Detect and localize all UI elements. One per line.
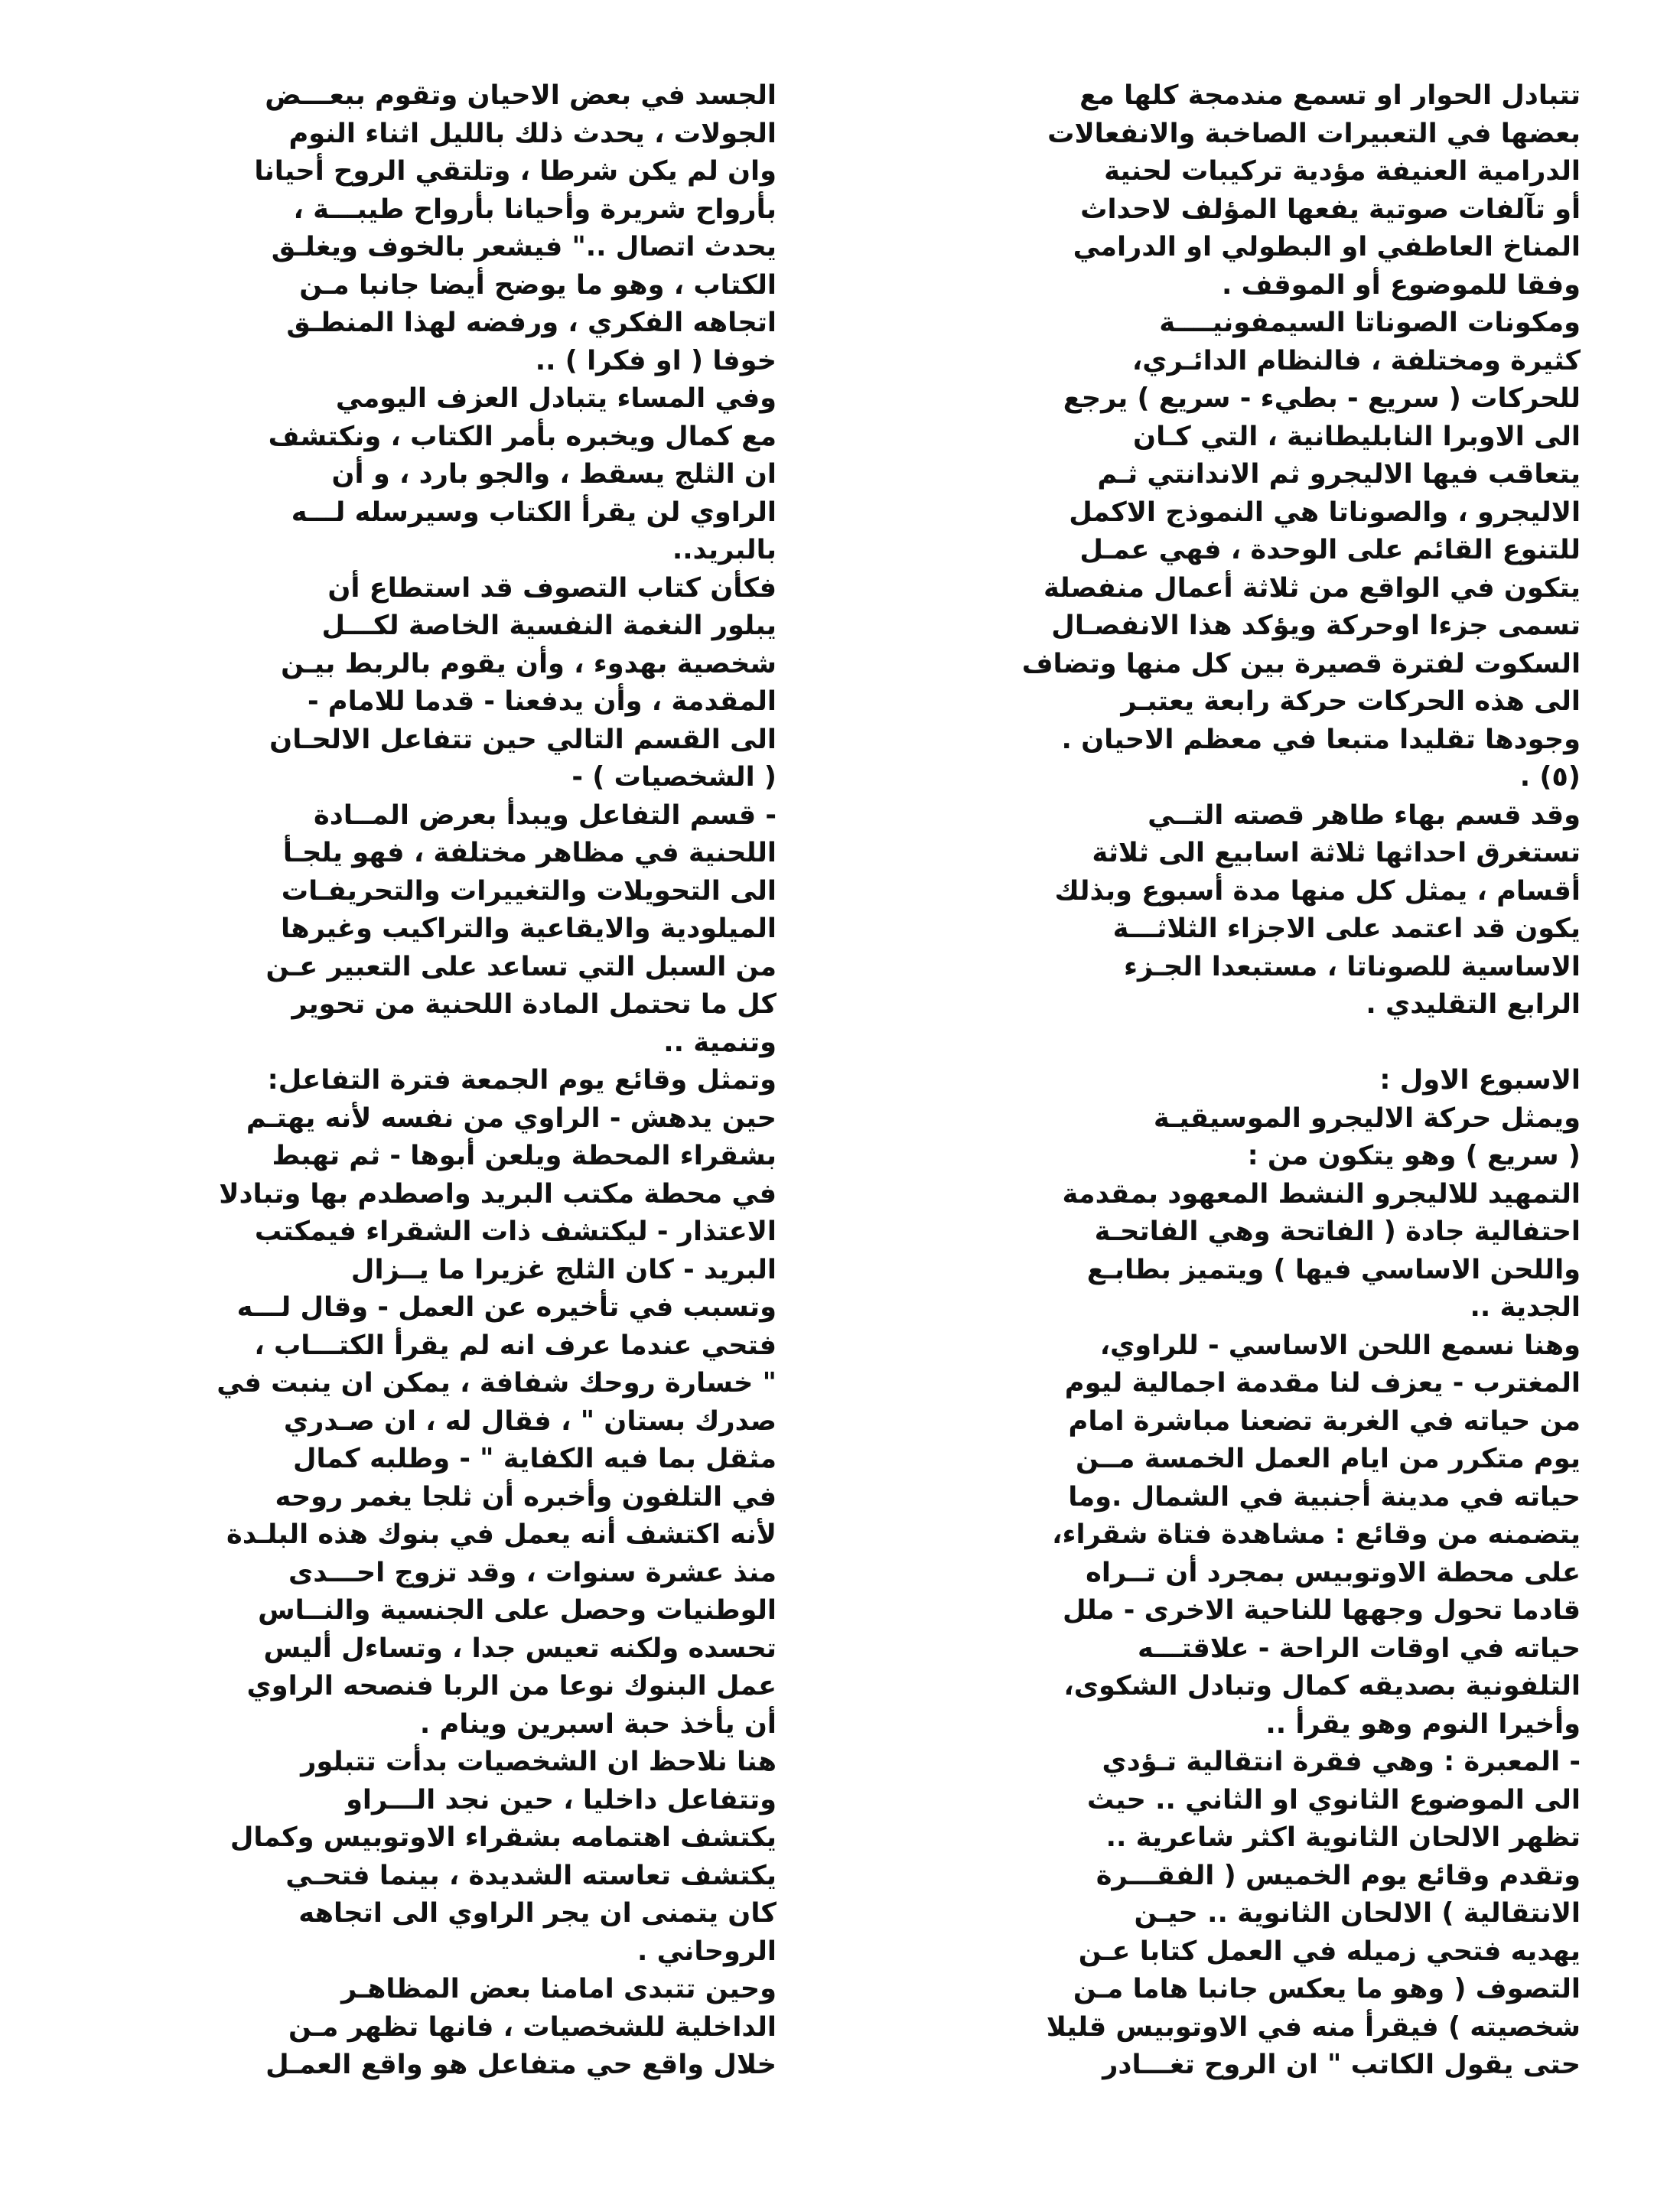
text-line: على محطة الاوتوبيس بمجرد أن تــراه [1086, 1556, 1581, 1588]
text-line: كثيرة ومختلفة ، فالنظام الدائـري، [1131, 344, 1581, 376]
text-line: تسمى جزءا اوحركة ويؤكد هذا الانفصـال [1051, 610, 1581, 641]
text-line: هنا نلاحظ ان الشخصيات بدأت تتبلور [301, 1746, 777, 1777]
text-line: يحدث اتصال .." فيشعر بالخوف ويغلـق [271, 231, 777, 262]
text-line: تحسده ولكنه تعيس جدا ، وتساءل أليس [263, 1632, 777, 1664]
text-line: المناخ العاطفي او البطولي او الدرامي [1073, 231, 1581, 262]
text-line: الميلودية والايقاعية والتراكيب وغيرها [281, 913, 777, 944]
text-line: ويمثل حركة الاليجرو الموسيقيـة [1153, 1102, 1581, 1134]
text-line: وتمثل وقائع يوم الجمعة فترة التفاعل: [267, 1064, 777, 1096]
text-line: واللحن الاساسي فيها ) ويتميز بطابـع [1086, 1253, 1581, 1285]
text-line: وتقدم وقائع يوم الخميس ( الفقـــرة [1096, 1859, 1581, 1891]
text-line: الجولات ، يحدث ذلك بالليل اثناء النوم [288, 117, 777, 149]
text-line: يتضمنه من وقائع : مشاهدة فتاة شقراء، [1052, 1519, 1581, 1550]
text-line: اللحنية في مظاهر مختلفة ، فهو يلجـأ [282, 837, 777, 868]
text-line: حين يدهش - الراوي من نفسه لأنه يهتـم [246, 1102, 777, 1134]
text-line: ( سريع ) وهو يتكون من : [1247, 1140, 1581, 1171]
text-line: الوطنيات وحصل على الجنسية والنــاس [258, 1594, 777, 1626]
text-line: شخصيته ) فيقرأ منه في الاوتوبيس قليلا [1046, 2011, 1581, 2043]
text-line: تستغرق احداثها ثلاثة اسابيع الى ثلاثة [1092, 837, 1581, 868]
text-line: أن يأخذ حبة اسبرين وينام . [419, 1708, 777, 1740]
text-line: كل ما تحتمل المادة اللحنية من تحوير [291, 988, 777, 1020]
text-line: ( الشخصيات ) - [571, 761, 777, 793]
text-line: تتبادل الحوار او تسمع مندمجة كلها مع [1079, 80, 1581, 111]
text-line: الجدية .. [1470, 1291, 1581, 1323]
text-line: أقسام ، يمثل كل منها مدة أسبوع وبذلك [1054, 874, 1581, 907]
text-line: تظهر الالحان الثانوية اكثر شاعرية .. [1105, 1822, 1581, 1853]
text-line: يوم متكرر من ايام العمل الخمسة مــن [1075, 1443, 1581, 1474]
text-line: حتى يقول الكاتب " ان الروح تغـــادر [1102, 2049, 1581, 2080]
text-column-left [86, 77, 777, 2084]
text-line: الى الاوبرا النابليطانية ، التي كـان [1133, 420, 1581, 452]
text-line: وتسبب في تأخيره عن العمل - وقال لـــه [236, 1291, 777, 1323]
text-line: وحين تتبدى امامنا بعض المظاهـر [341, 1973, 777, 2004]
text-line: الى التحويلات والتغييرات والتحريفـات [281, 874, 777, 907]
text-line: الانتقالية ) الالحان الثانوية .. حيـن [1134, 1897, 1581, 1929]
text-line: بشقراء المحطة ويلعن أبوها - ثم تهبط [272, 1140, 777, 1171]
text-line: يتكون في الواقع من ثلاثة أعمال منفصلة [1043, 571, 1581, 604]
text-line: الداخلية للشخصيات ، فانها تظهر مـن [288, 2011, 777, 2043]
text-line: الاليجرو ، والصوناتا هي النموذج الاكمل [1069, 496, 1581, 528]
text-line: الكتاب ، وهو ما يوضح أيضا جانبا مـن [299, 269, 777, 301]
text-line: يكتشف اهتمامه بشقراء الاوتوبيس وكمال [230, 1822, 777, 1853]
text-column-right [878, 77, 1581, 2084]
text-line: - المعبرة : وهي فقرة انتقالية تـؤدي [1102, 1746, 1581, 1777]
text-line: التصوف ( وهو ما يعكس جانبا هاما مـن [1073, 1973, 1581, 2004]
text-line: الى القسم التالي حين تتفاعل الالحـان [269, 723, 777, 755]
text-line: الاساسية للصوناتا ، مستبعدا الجـزء [1123, 950, 1581, 982]
text-line: بعضها في التعبيرات الصاخبة والانفعالات [1047, 117, 1581, 149]
text-line: فتحي عندما عرف انه لم يقرأ الكتـــاب ، [254, 1329, 777, 1361]
text-line: بأرواح شريرة وأحيانا بأرواح طيبـــة ، [293, 193, 777, 225]
text-line: الى الموضوع الثانوي او الثاني .. حيث [1086, 1783, 1581, 1815]
text-line: المقدمة ، وأن يدفعنا - قدما للامام - [307, 685, 777, 717]
text-line: لأنه اكتشف أنه يعمل في بنوك هذه البلـدة [226, 1519, 777, 1550]
section-heading-first-week: الاسبوع الاول : [1379, 1064, 1581, 1096]
text-line: في محطة مكتب البريد واصطدم بها وتبادلا [219, 1177, 777, 1210]
text-line: فكأن كتاب التصوف قد استطاع أن [327, 571, 777, 604]
text-line: ومكونات الصوناتا السيمفونيــــة [1159, 307, 1581, 338]
text-line: يكتشف تعاسته الشديدة ، بينما فتحـي [285, 1859, 777, 1891]
text-line: " خسارة روحك شفافة ، يمكن ان ينبت في [217, 1367, 777, 1399]
text-line: وتتفاعل داخليا ، حين نجد الـــراو [346, 1783, 777, 1815]
text-line: أو تآلفات صوتية يفعها المؤلف لاحداث [1080, 193, 1581, 225]
text-line: حياته في اوقات الراحة - علاقتـــه [1137, 1632, 1581, 1664]
text-line: احتفالية جادة ( الفاتحة وهي الفاتحـة [1094, 1216, 1581, 1247]
text-line: كان يتمنى ان يجر الراوي الى اتجاهه [298, 1897, 777, 1929]
text-line: اتجاهه الفكري ، ورفضه لهذا المنطـق [286, 307, 777, 338]
text-line: وقد قسم بهاء طاهر قصته التــي [1148, 799, 1581, 831]
text-line: عمل البنوك نوعا من الربا فنصحه الراوي [246, 1670, 777, 1701]
paragraph-first-week [878, 1099, 1581, 2084]
text-line: للحركات ( سريع - بطيء - سريع ) يرجع [1063, 383, 1581, 414]
text-line: قادما تحول وجهها للناحية الاخرى - ملل [1062, 1594, 1581, 1626]
text-line: حياته في مدينة أجنبية في الشمال .وما [1068, 1480, 1581, 1513]
text-line: ان الثلج يسقط ، والجو بارد ، و أن [331, 458, 777, 490]
text-line: وهنا نسمع اللحن الاساسي - للراوي، [1099, 1329, 1581, 1361]
text-line: الى هذه الحركات حركة رابعة يعتبـر [1121, 685, 1581, 717]
text-line: التلفونية بصديقه كمال وتبادل الشكوى، [1063, 1670, 1581, 1701]
text-line: الدرامية العنيفة مؤدية تركيبات لحنية [1104, 155, 1581, 187]
text-line: البريد - كان الثلج غزيرا ما يــزال [350, 1253, 777, 1285]
text-line: منذ عشرة سنوات ، وقد تزوج احـــدى [288, 1556, 777, 1588]
text-line: من السبل التي تساعد على التعبير عـن [265, 950, 777, 982]
text-line: الرابع التقليدي . [1366, 988, 1581, 1020]
paragraph-intro [878, 77, 1581, 304]
text-line: (٥) . [1519, 761, 1581, 793]
paragraph-gap [878, 1024, 1581, 1062]
text-line: مع كمال ويخبره بأمر الكتاب ، ونكتشف [268, 420, 777, 452]
text-line: يبلور النغمة النفسية الخاصة لكـــل [321, 610, 777, 641]
text-line: وجودها تقليدا متبعا في معظم الاحيان . [1061, 723, 1581, 755]
text-line: الاعتذار - ليكتشف ذات الشقراء فيمكتب [254, 1216, 777, 1247]
text-line: في التلفون وأخبره أن ثلجا يغمر روحه [275, 1480, 777, 1513]
text-line: وفقا للموضوع أو الموقف . [1222, 269, 1581, 301]
paragraph-continuation [86, 77, 777, 2084]
text-line: شخصية بهدوء ، وأن يقوم بالربط بيـن [281, 647, 777, 679]
text-line: مثقل بما فيه الكفاية " - وطلبه كمال [292, 1443, 777, 1474]
paragraph-sonata-components [878, 304, 1581, 796]
text-line: صدرك بستان " ، فقال له ، ان صـدري [283, 1405, 777, 1437]
text-line: خوفا ( او فكرا ) .. [535, 344, 777, 376]
text-line: المغترب - يعزف لنا مقدمة اجمالية ليوم [1064, 1367, 1581, 1399]
text-line: الراوي لن يقرأ الكتاب وسيرسله لـــه [291, 496, 777, 528]
text-line: من حياته في الغربة تضعنا مباشرة امام [1068, 1405, 1581, 1437]
text-line: خلال واقع حي متفاعل هو واقع العمـل [265, 2049, 777, 2080]
text-line: السكوت لفترة قصيرة بين كل منها وتضاف [1021, 647, 1581, 679]
text-line: وان لم يكن شرطا ، وتلتقي الروح أحيانا [254, 155, 777, 187]
text-line: - قسم التفاعل ويبدأ بعرض المــادة [313, 799, 777, 831]
text-line: للتنوع القائم على الوحدة ، فهي عمـل [1079, 534, 1581, 565]
text-line: وتنمية .. [663, 1026, 777, 1058]
paragraph-story-division [878, 796, 1581, 1024]
text-line: يتعاقب فيها الاليجرو ثم الاندانتي ثـم [1097, 458, 1581, 490]
text-line: الجسد في بعض الاحيان وتقوم ببعـــض [265, 80, 777, 111]
text-line: يهديه فتحي زميله في العمل كتابا عـن [1078, 1935, 1581, 1967]
text-line: بالبريد.. [672, 534, 777, 565]
text-line: يكون قد اعتمد على الاجزاء الثلاثـــة [1112, 913, 1581, 944]
text-line: التمهيد للاليجرو النشط المعهود بمقدمة [1062, 1177, 1581, 1210]
text-line: وأخيرا النوم وهو يقرأ .. [1265, 1708, 1581, 1740]
text-line: الروحاني . [637, 1935, 777, 1967]
text-line: وفي المساء يتبادل العزف اليومي [335, 383, 777, 414]
